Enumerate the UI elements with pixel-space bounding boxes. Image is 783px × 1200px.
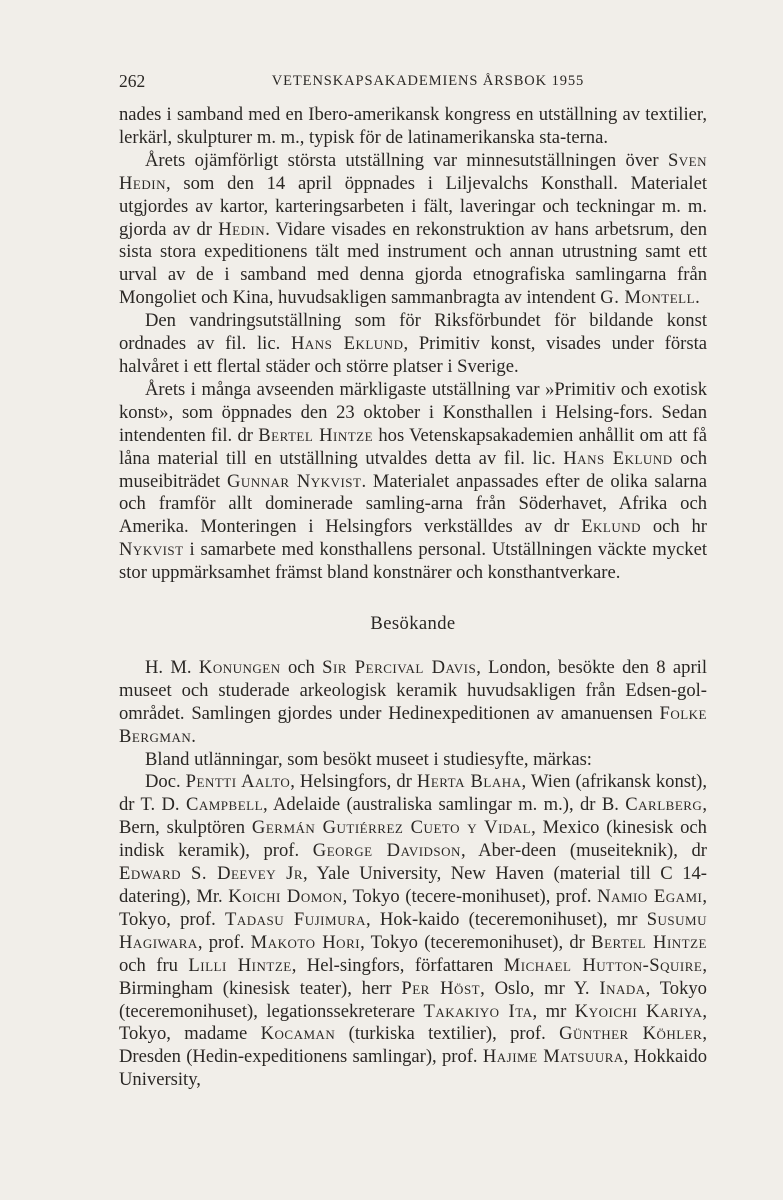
person-name: Michael Hutton-Squire [503, 954, 703, 976]
paragraph-helsinki-exhibition [119, 379, 707, 585]
section-heading: Besökande [370, 613, 456, 635]
paragraph-royal-visit [119, 657, 707, 749]
text-run: , Tokyo, madame [119, 1000, 707, 1045]
text-run: , Tokyo (tecere-monihuset), prof. [342, 886, 598, 907]
text-run: , Aber-deen (museiteknik), dr [460, 840, 707, 862]
paragraph-travelling-exhibition [119, 310, 707, 379]
person-name: Namio Egami [597, 886, 703, 907]
person-name: Günther Köhler [559, 1023, 703, 1045]
person-name: Edward S. Deevey Jr [119, 863, 304, 885]
page-number: 262 [119, 71, 146, 91]
text-run: i samarbete med konsthallens personal. Utställningen väckte mycket stor uppmärksamhet främst bland konstnärer och konsthantverkare. [119, 539, 707, 584]
person-name: Bertel Hintze [591, 931, 707, 953]
text-run: Doc. [145, 771, 186, 793]
person-name: Takakiyo Ita [423, 1000, 533, 1022]
person-name: Konungen [198, 656, 281, 678]
text-run: nades i samband med en Ibero-amerikansk kongress en utställning av textilier, lerkärl, skulpturer m. m., typisk för de latinamerikanska sta-terna. [119, 104, 707, 148]
person-name: Sven Hedin [119, 149, 707, 194]
text-run: , Tokyo, prof. [119, 886, 708, 930]
text-run: . [695, 287, 700, 309]
text-run: , Birmingham (kinesisk teater), herr [119, 954, 708, 999]
person-name: Kocaman [260, 1023, 336, 1045]
text-run: och museibiträdet [119, 447, 708, 492]
person-name: G. Montell [600, 287, 696, 309]
text-run: Bland utlänningar, som besökt museet i studiesyfte, märkas: [145, 748, 592, 770]
text-run: , Hok-kaido (teceremonihuset), mr [366, 908, 647, 930]
person-name: Koichi Domon [228, 886, 343, 907]
person-name: Tadasu Fujimura [225, 908, 367, 930]
body-text [119, 104, 707, 1092]
text-run: , Mexico (kinesisk och indisk keramik), prof. [119, 817, 707, 862]
person-name: Nykvist [119, 539, 184, 561]
text-run: , Adelaide (australiska samlingar m. m.), dr B. [263, 794, 626, 816]
text-run: , Yale University, New Haven (material till C 14-datering), Mr. [119, 863, 707, 907]
text-run: Årets ojämförligt största utställning var minnesutställningen över [145, 149, 668, 171]
person-name: Hedin [218, 218, 266, 240]
person-name: Hajime Matsuura [482, 1046, 624, 1068]
person-name: Lilli Hintze [188, 954, 292, 976]
text-run: , Hokkaido University, [119, 1046, 707, 1091]
person-name: Hans Eklund [563, 447, 673, 469]
text-run: , Primitiv konst, visades under första halvåret i ett flertal städer och större platser i Sverige. [119, 333, 708, 377]
text-run: , Tokyo (teceremonihuset), dr [360, 931, 592, 953]
person-name: Inada [599, 977, 646, 999]
person-name: Pentti Aalto [185, 771, 291, 793]
person-name: Gunnar Nykvist [226, 470, 362, 492]
text-run: , Bern, skulptören [119, 794, 707, 839]
text-run: , som den 14 april öppnades i Liljevalchs Konsthall. Materialet utgjordes av kartor, karteringsarbeten i fält, laveringar och teckningar m. m. gjorda av dr [119, 172, 707, 240]
person-name: Bertel Hintze [258, 424, 374, 446]
person-name: Hans Eklund [290, 333, 404, 355]
paragraph-visitors-intro [119, 749, 707, 772]
text-run: och fru [119, 954, 189, 976]
text-run: . [191, 725, 196, 747]
person-name: Makoto Hori [250, 931, 361, 953]
text-run: , Tokyo (teceremonihuset), legationssekreterare [119, 977, 707, 1022]
text-run: , Wien (afrikansk konst), dr T. D. [119, 771, 707, 816]
person-name: Eklund [581, 516, 642, 538]
running-title: VETENSKAPSAKADEMIENS ÅRSBOK 1955 [271, 73, 585, 89]
text-run: H. M. [145, 656, 199, 678]
paragraph-hedin-exhibition [119, 150, 707, 310]
person-name: Sir Percival Davis [322, 656, 477, 678]
text-run: , prof. [197, 931, 251, 953]
text-run: , London, besökte den 8 april museet och studerade arkeologisk keramik huvudsakligen från Edsen-gol-området. Samlingen gjordes under Hedinexpeditionen av amanuensen [119, 656, 707, 724]
text-run: , Hel-singfors, författaren [291, 954, 504, 976]
text-run: , Dresden (Hedin-expeditionens samlingar), prof. [119, 1023, 707, 1068]
text-run: Den vandringsutställning som för Riksförbundet för bildande konst ordnades av fil. lic. [119, 310, 707, 355]
person-name: Germán Gutiérrez Cueto y Vidal [251, 817, 532, 839]
person-name: Kyoichi Kariya [574, 1000, 703, 1022]
person-name: Susumu Hagiwara [119, 908, 707, 953]
text-run: och hr [641, 516, 707, 538]
text-run: . Vidare visades en rekonstruktion av hans arbetsrum, den sista stora expeditionens tält med instrument och annan utrustning samt ett urval av de i samband med denna gjorda etnografiska samlingarna från Mongoliet och Kina, huvudsakligen sammanbragta av intendent [119, 218, 707, 309]
text-run: , Helsingfors, dr [290, 771, 417, 793]
text-run: . Materialet anpassades efter de olika salarna och framför allt dominerade samling-arna från Söderhavet, Afrika och Amerika. Monteringen i Helsingfors verkställdes av dr [119, 470, 707, 538]
paragraph-continuation [119, 104, 707, 150]
person-name: Campbell [185, 794, 264, 816]
person-name: George Davidson [312, 840, 461, 862]
text-run: , Oslo, mr Y. [480, 977, 600, 999]
person-name: Carlberg [625, 794, 703, 816]
paragraph-visitors-list [119, 771, 707, 1092]
person-name: Per Höst [401, 977, 481, 999]
person-name: Folke Bergman [119, 702, 707, 747]
text-run: och [280, 656, 323, 678]
text-run: Årets i många avseenden märkligaste utställning var »Primitiv och exotisk konst», som öppnades den 23 oktober i Konsthallen i Helsing-fors. Sedan intendenten fil. dr [119, 378, 707, 446]
text-run: (turkiska textilier), prof. [335, 1023, 560, 1045]
text-run: hos Vetenskapsakademien anhållit om att få låna material till en utställning utvaldes detta av fil. lic. [119, 424, 707, 469]
person-name: Herta Blaha [416, 771, 522, 793]
text-run: , mr [532, 1000, 575, 1022]
